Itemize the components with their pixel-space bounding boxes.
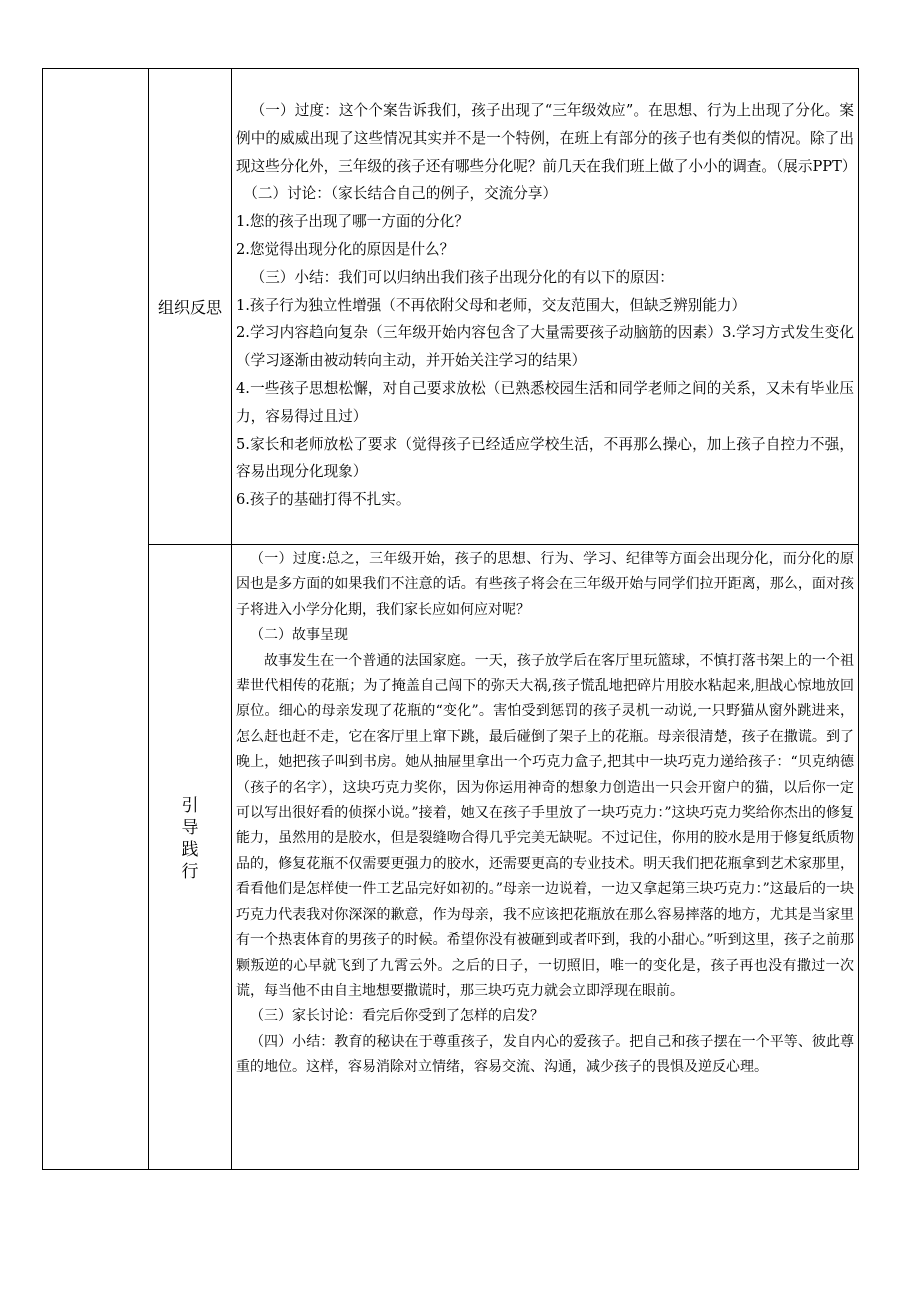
parent-discussion: （三）家长讨论：看完后你受到了怎样的启发？ <box>250 1008 544 1025</box>
summary-heading: （三）小结：我们可以归纳出我们孩子出现分化的有以下的原因： <box>250 268 674 286</box>
row-label-guide <box>149 795 231 883</box>
reason-item-1: 1.孩子行为独立性增强（不再依附父母和老师，交友范围大，但缺乏辨别能力） <box>236 296 747 314</box>
row-label-char: 导 <box>181 818 199 838</box>
reason-item-5: 5.家长和老师放松了要求（觉得孩子已经适应学校生活，不再那么操心，加上孩子自控力不强，容易出现分化现象） <box>236 435 854 481</box>
row-organize-reflection <box>149 69 858 545</box>
lesson-plan-table <box>42 68 859 1170</box>
discussion-heading: （二）讨论：（家长结合自己的例子，交流分享） <box>243 185 558 203</box>
story-heading: （二）故事呈现 <box>250 627 348 644</box>
reason-item-4: 4.一些孩子思想松懈，对自己要求放松（已熟悉校园生活和同学老师之间的关系，又未有毕业压力，容易得过且过） <box>236 379 854 425</box>
row-guide-practice <box>149 545 858 1169</box>
reason-item-6: 6.孩子的基础打得不扎实。 <box>236 491 411 509</box>
row-label-char: 践 <box>181 840 199 860</box>
guide-summary: （四）小结：教育的秘诀在于尊重孩子，发自内心的爱孩子。把自己和孩子摆在一个平等、彼此尊重的地位。这样，容易消除对立情绪，容易交流、沟通，减少孩子的畏惧及逆反心理。 <box>236 1033 854 1076</box>
discussion-question-2: 2.您觉得出现分化的原因是什么？ <box>236 240 455 258</box>
row-label-char: 行 <box>181 862 199 882</box>
guide-content-cell <box>232 545 858 1169</box>
organize-content-cell <box>232 69 858 544</box>
row-label-char: 引 <box>181 796 199 816</box>
reason-item-2-3: 2.学习内容趋向复杂（三年级开始内容包含了大量需要孩子动脑筋的因素）3.学习方式发生变化（学习逐渐由被动转向主动，并开始关注学习的结果） <box>236 324 854 370</box>
guide-transition-paragraph: （一）过度:总之，三年级开始，孩子的思想、行为、学习、纪律等方面会出现分化，而分化的原因也是多方面的如果我们不注意的话。有些孩子将会在三年级开始与同学们拉开距离，那么，面对孩子将进入小学分化期，我们家长应如何应对呢？ <box>236 551 854 618</box>
transition-paragraph: （一）过度：这个个案告诉我们，孩子出现了“三年级效应”。在思想、行为上出现了分化。案例中的威威出现了这些情况其实并不是一个特例，在班上有部分的孩子也有类似的情况。除了出现这些分化外，三年级的孩子还有哪些分化呢？前几天在我们班上做了小小的调查。（展示PPT） <box>236 102 857 175</box>
story-paragraph: 故事发生在一个普通的法国家庭。一天，孩子放学后在客厅里玩篮球，不慎打落书架上的一个祖辈世代相传的花瓶；为了掩盖自己闯下的弥天大祸,孩子慌乱地把碎片用胶水粘起来,胆战心惊地放回原位。细心的母亲发现了花瓶的“变化”。害怕受到惩罚的孩子灵机一动说,一只野猫从窗外跳进来，怎么赶也赶不走，它在客厅里上窜下跳，最后碰倒了架子上的花瓶。母亲很清楚，孩子在撒谎。到了晚上，她把孩子叫到书房。她从抽屉里拿出一个巧克力盒子,把其中一块巧克力递给孩子：“贝克纳德（孩子的名字），这块巧克力奖你，因为你运用神奇的想象力创造出一只会开窗户的猫，以后你一定可以写出很好看的侦探小说。”接着，她又在孩子手里放了一块巧克力：”这块巧克力奖给你杰出的修复能力，虽然用的是胶水，但是裂缝吻合得几乎完美无缺呢。不过记住，你用的胶水是用于修复纸质物品的，修复花瓶不仅需要更强力的胶水，还需要更高的专业技术。明天我们把花瓶拿到艺术家那里，看看他们是怎样使一件工艺品完好如初的。”母亲一边说着，一边又拿起第三块巧克力：”这最后的一块巧克力代表我对你深深的歉意，作为母亲，我不应该把花瓶放在那么容易摔落的地方，尤其是当家里有一个热衷体育的男孩子的时候。希望你没有被砸到或者吓到，我的小甜心。”听到这里，孩子之前那颗叛逆的心早就飞到了九霄云外。之后的日子，一切照旧，唯一的变化是，孩子再也没有撒过一次谎，每当他不由自主地想要撒谎时，那三块巧克力就会立即浮现在眼前。 <box>236 652 854 999</box>
discussion-question-1: 1.您的孩子出现了哪一方面的分化？ <box>236 213 469 231</box>
row-label-cell <box>149 545 232 1169</box>
row-label-organize: 组织反思 <box>157 298 222 317</box>
outer-blank-column <box>43 69 149 1169</box>
row-label-cell <box>149 69 232 544</box>
